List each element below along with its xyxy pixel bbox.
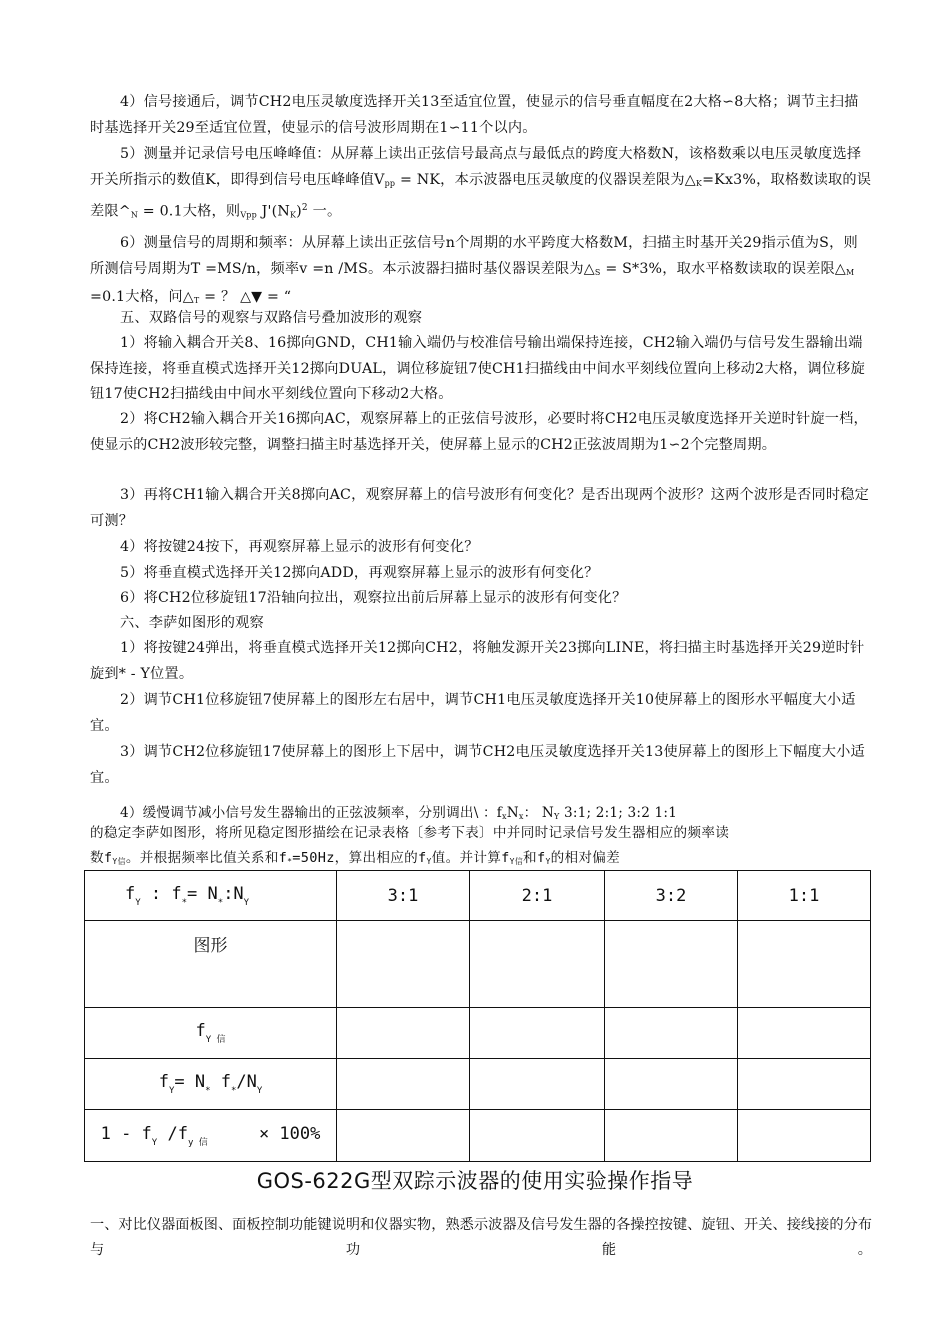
section5-step-1: 1）将输入耦合开关8、16掷向GND，CH1输入端仍与校准信号输出端保持连接，CH2输入端仍与信号发生器输出端保持连接，将垂直模式选择开关12掷向DUAL，调位移旋钮7使CH1扫描线由中间水平刻线位置向上移动2大格，调位移旋钮17使CH2扫描线由中间水平刻线位置向下移动2大格。 (90, 335, 865, 402)
table-cell (738, 921, 871, 1008)
table-cell (738, 1059, 871, 1110)
table-cell (605, 1008, 738, 1059)
table-cell (605, 921, 738, 1008)
table-label-relative-deviation: $1 - f_Y$ $/f_{y 信}$ × 100% (85, 1110, 337, 1162)
table-cell (470, 1008, 605, 1059)
table-label-fy-signal: $f_{Y 信}$ (85, 1008, 337, 1059)
table-cell (605, 1059, 738, 1110)
table-cell (337, 1059, 470, 1110)
table-header-ratio: 1:1 (738, 871, 871, 921)
section5-step-4: 4）将按键24按下，再观察屏幕上显示的波形有何变化？ (120, 539, 479, 555)
table-row-header (85, 871, 871, 921)
table-cell (337, 1008, 470, 1059)
table-cell (337, 921, 470, 1008)
section6-step-4-line2: 的稳定李萨如图形，将所见稳定图形描绘在记录表格〔参考下表〕中并同时记录信号发生器相应的频率读 (90, 825, 730, 841)
table-header-ratio: 3:2 (605, 871, 738, 921)
section6-step-4-line3: 数$f_{Y信}$。并根据频率比值关系和$f_*=50Hz$，算出相应的$f_Y$值。并计算$f_{Y信}$和$f_Y$的相对偏差 (90, 850, 621, 866)
section5-step-5: 5）将垂直模式选择开关12掷向ADD，再观察屏幕上显示的波形有何变化？ (120, 565, 599, 581)
section5-step-6: 6）将CH2位移旋钮17沿轴向拉出，观察拉出前后屏幕上显示的波形有何变化？ (120, 590, 627, 606)
table-row-figure (85, 921, 871, 1008)
table-label-figure: 图形 (85, 921, 337, 1008)
section6-step-3: 3）调节CH2位移旋钮17使屏幕上的图形上下居中，调节CH2电压灵敏度选择开关13使屏幕上的图形上下幅度大小适宜。 (90, 744, 865, 786)
table-cell (738, 1008, 871, 1059)
table-header-frequency-ratio: $f_Y$ : $f_*=$ $N_*:N_Y$ (85, 871, 337, 921)
intro-paragraph: 一、对比仪器面板图、面板控制功能键说明和仪器实物，熟悉示波器及信号发生器的各操控按键、旋钮、开关、接线接的分布与功能。 (90, 1217, 872, 1258)
section5-step-2: 2）将CH2输入耦合开关16掷向AC，观察屏幕上的正弦信号波形，必要时将CH2电压灵敏度选择开关逆时针旋一档，使显示的CH2波形较完整，调整扫描主时基选择开关，使屏幕上显示的CH2正弦波周期为1∽2个完整周期。 (90, 411, 868, 453)
section6-step-1: 1）将按键24弹出，将垂直模式选择开关12掷向CH2，将触发源开关23掷向LINE，将扫描主时基选择开关29逆时针旋到* - Y位置。 (90, 640, 865, 682)
table-header-ratio: 3:1 (337, 871, 470, 921)
section6-step-2: 2）调节CH1位移旋钮7使屏幕上的图形左右居中，调节CH1电压灵敏度选择开关10使屏幕上的图形水平幅度大小适宜。 (90, 692, 856, 734)
paragraph-step-6: 6）测量信号的周期和频率：从屏幕上读出正弦信号n个周期的水平跨度大格数M，扫描主时基开关29指示值为S，则所测信号周期为T =MS/n，频率v =n /MS。本示波器扫描时基仪器误差限为$\triangle_S = S*3\%$，取水平格数读取的误差限$\triangle_M =0.1$大格，问$\triangle_T$ = ？ △▼ = “ (90, 235, 858, 305)
table-cell (470, 1059, 605, 1110)
document-title: GOS-622G型双踪示波器的使用实验操作指导 (256, 1169, 694, 1193)
table-header-ratio: 2:1 (470, 871, 605, 921)
section-heading-6: 六、李萨如图形的观察 (120, 615, 264, 631)
section-heading-5: 五、双路信号的观察与双路信号叠加波形的观察 (120, 310, 423, 326)
paragraph-step-4: 4）信号接通后，调节CH2电压灵敏度选择开关13至适宜位置，使显示的信号垂直幅度在2大格∽8大格；调节主扫描时基选择开关29至适宜位置，使显示的信号波形周期在1∽11个以内。 (90, 94, 859, 136)
table-label-fy-calculated: $f_Y= N_*$ $f_*/N_Y$ (85, 1059, 337, 1110)
lissajous-record-table (84, 870, 871, 1162)
table-cell (470, 1110, 605, 1162)
paragraph-step-5: 5）测量并记录信号电压峰峰值：从屏幕上读出正弦信号最高点与最低点的跨度大格数N，该格数乘以电压灵敏度选择开关所指示的数值K，即得到信号电压峰峰值$V_{pp}$ = NK，本示波器电压灵敏度的仪器误差限为$\triangle_K=Kx3\%$，取格数读取的误差限$\^{}_N = 0.1$大格，则$_{Vpp}$ $J'(N_K)^2$ 一。 (90, 146, 872, 220)
table-row-fy-signal (85, 1008, 871, 1059)
table-row-relative-deviation (85, 1110, 871, 1162)
section6-step-4-line1: 4）缓慢调节减小信号发生器输出的正弦波频率，分别调出\ ：$f_xN_x$： $N_Y$ 3:1; 2:1; 3:2 1:1 (120, 805, 678, 821)
table-cell (605, 1110, 738, 1162)
section5-step-3: 3）再将CH1输入耦合开关8掷向AC，观察屏幕上的信号波形有何变化？是否出现两个波形？这两个波形是否同时稳定可测？ (90, 487, 870, 529)
table-cell (470, 921, 605, 1008)
table-row-fy-calculated (85, 1059, 871, 1110)
table-cell (337, 1110, 470, 1162)
table-cell (738, 1110, 871, 1162)
